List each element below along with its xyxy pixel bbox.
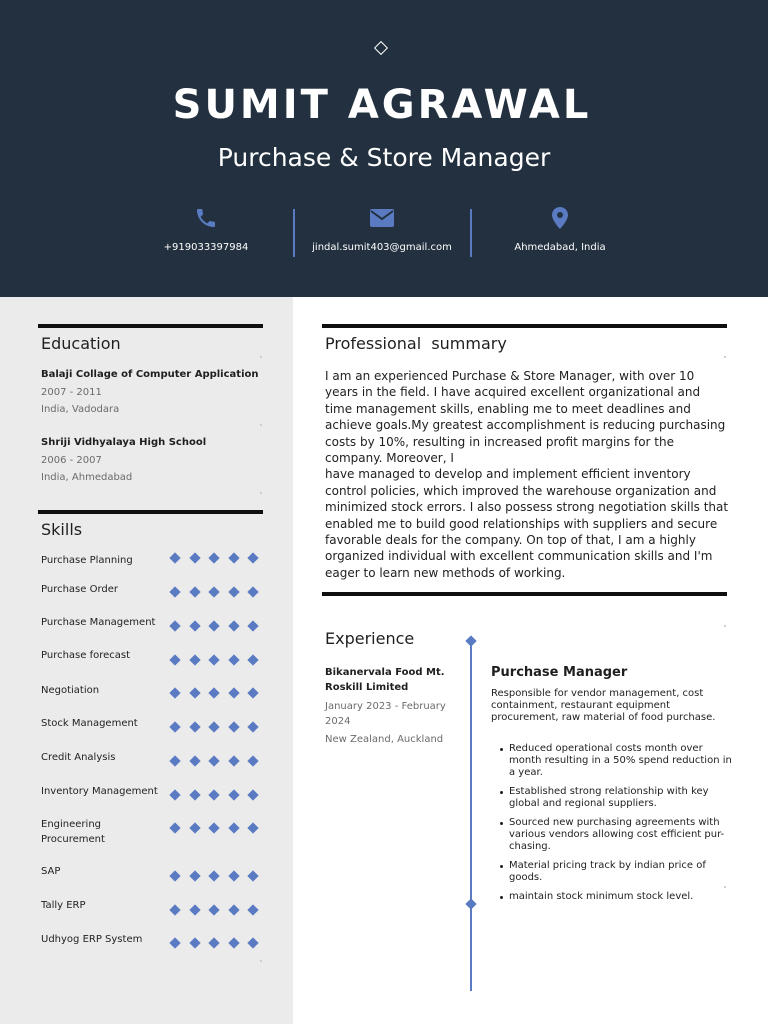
skill-rating-diamond-icon [169, 552, 180, 563]
skill-rating-diamond-icon [169, 755, 180, 766]
skill-rating-diamond-icon [169, 904, 180, 915]
skill-rating-diamond-icon [189, 721, 200, 732]
skill-rating-diamond-icon [208, 789, 219, 800]
skill-rating-diamond-icon [169, 721, 180, 732]
experience-company: Bikanervala Food Mt. Roskill Limited [325, 667, 445, 693]
contact-location[interactable] [472, 206, 648, 253]
skill-rating-diamond-icon [228, 937, 239, 948]
skill-rating-diamond-icon [169, 822, 180, 833]
candidate-name: SUMIT AGRAWAL [172, 82, 592, 128]
skill-rating-diamond-icon [247, 654, 258, 665]
contact-email[interactable] [294, 206, 470, 253]
skill-name: Udhyog ERP System [41, 934, 143, 945]
skill-rating-diamond-icon [247, 687, 258, 698]
skill-name: Inventory Management [41, 786, 158, 797]
education-location: India, Vadodara [41, 404, 120, 415]
skill-name: Engineering [41, 819, 101, 830]
skill-rating-diamond-icon [228, 789, 239, 800]
contact-phone[interactable] [118, 206, 294, 253]
skill-rating-diamond-icon [228, 586, 239, 597]
skill-rating-diamond-icon [228, 755, 239, 766]
skill-rating-diamond-icon [169, 937, 180, 948]
skill-rating-diamond-icon [228, 552, 239, 563]
envelope-icon [369, 206, 395, 230]
skill-rating-diamond-icon [247, 721, 258, 732]
skill-rating-diamond-icon [189, 586, 200, 597]
skill-rating-diamond-icon [208, 937, 219, 948]
experience-heading: Experience [325, 629, 415, 648]
skill-rating-diamond-icon [208, 687, 219, 698]
decor-dot [724, 886, 726, 888]
experience-role: Purchase Manager [491, 665, 628, 680]
skill-rating-diamond-icon [208, 654, 219, 665]
decor-dot [260, 960, 262, 962]
skill-rating-diamond-icon [169, 620, 180, 631]
section-rule [322, 592, 727, 596]
skill-rating-diamond-icon [208, 822, 219, 833]
decor-dot [724, 625, 726, 627]
skill-rating-diamond-icon [169, 870, 180, 881]
skill-rating-diamond-icon [169, 586, 180, 597]
phone-number: +919033397984 [163, 242, 249, 253]
summary-text [325, 368, 730, 581]
skill-name: Stock Management [41, 718, 138, 729]
skill-rating-diamond-icon [228, 904, 239, 915]
skill-rating-diamond-icon [247, 789, 258, 800]
skill-rating-diamond-icon [247, 586, 258, 597]
experience-timeline [470, 640, 472, 991]
skill-rating-diamond-icon [247, 552, 258, 563]
section-rule [322, 324, 727, 328]
skill-rating [169, 654, 264, 666]
skill-rating [169, 937, 264, 949]
email-address: jindal.sumit403@gmail.com [312, 242, 452, 253]
experience-description: Responsible for vendor management, cost containment, restaurant equipment procurement, raw material of food purchase. [491, 688, 716, 723]
experience-bullet: Established strong relationship with key global and regional suppliers. [497, 786, 737, 810]
map-pin-icon [550, 206, 570, 230]
skill-rating-diamond-icon [208, 620, 219, 631]
decor-dot [724, 356, 726, 358]
skill-rating-diamond-icon [189, 552, 200, 563]
timeline-diamond-icon [465, 635, 476, 646]
skill-rating [169, 789, 264, 801]
skill-rating-diamond-icon [189, 654, 200, 665]
summary-paragraph: have managed to develop and implement efficient inventory control policies, which improved the warehouse organization and minimized stock errors. I also possess strong negotiation skills that enabled me to build good relationships with suppliers and secure favorable deals for the company. On top of that, I am a highly organized individual with excellent communication skills and I'm eager to learn new methods of working. [325, 467, 729, 580]
skill-rating-diamond-icon [169, 654, 180, 665]
skill-name: SAP [41, 866, 61, 877]
skill-rating [169, 755, 264, 767]
skill-rating [169, 586, 264, 598]
education-school: Balaji Collage of Computer Application [41, 369, 259, 380]
skill-rating-diamond-icon [189, 687, 200, 698]
education-location: India, Ahmedabad [41, 472, 133, 483]
experience-location: New Zealand, Auckland [325, 734, 444, 745]
decor-dot [260, 356, 262, 358]
skill-rating-diamond-icon [189, 822, 200, 833]
experience-bullet: Sourced new purchasing agreements with various vendors allowing cost efficient pur-chasing. [497, 817, 737, 853]
timeline-diamond-icon [465, 898, 476, 909]
decor-dot [260, 492, 262, 494]
education-years: 2007 - 2011 [41, 387, 102, 398]
experience-bullet: Material pricing track by indian price of goods. [497, 860, 737, 884]
location: Ahmedabad, India [514, 242, 606, 253]
diamond-ornament-icon [374, 41, 388, 55]
skill-rating-diamond-icon [247, 870, 258, 881]
skill-rating-diamond-icon [247, 822, 258, 833]
skill-name: Negotiation [41, 685, 100, 696]
skill-rating-diamond-icon [169, 789, 180, 800]
resume-header [0, 0, 768, 297]
phone-icon [194, 206, 218, 230]
education-years: 2006 - 2007 [41, 455, 102, 466]
experience-bullet: maintain stock minimum stock level. [497, 891, 737, 903]
section-rule [38, 324, 263, 328]
summary-heading: Professional summary [325, 334, 507, 353]
experience-bullets [497, 743, 737, 910]
skill-rating-diamond-icon [228, 620, 239, 631]
skill-rating-diamond-icon [247, 620, 258, 631]
skill-name: Purchase forecast [41, 650, 131, 661]
section-rule [38, 510, 263, 514]
skill-rating [169, 552, 264, 564]
skill-rating-diamond-icon [208, 755, 219, 766]
skill-rating-diamond-icon [228, 654, 239, 665]
skill-rating-diamond-icon [247, 904, 258, 915]
experience-dates: January 2023 - February 2024 [325, 701, 446, 727]
skill-rating-diamond-icon [208, 586, 219, 597]
education-school: Shriji Vidhyalaya High School [41, 437, 207, 448]
skill-rating-diamond-icon [189, 789, 200, 800]
skill-rating-diamond-icon [169, 687, 180, 698]
skill-rating-diamond-icon [208, 870, 219, 881]
experience-bullet: Reduced operational costs month over month resulting in a 50% spend reduction in a year. [497, 743, 737, 779]
skill-rating [169, 904, 264, 916]
summary-paragraph: I am an experienced Purchase & Store Manager, with over 10 years in the field. I have acquired excellent organizational and time management skills, enabling me to meet deadlines and achieve goals.My greatest accomplishment is reducing purchasing costs by 10%, resulting in increased profit margins for the company. Moreover, I [325, 369, 726, 466]
skill-rating-diamond-icon [208, 904, 219, 915]
skill-name: Procurement [41, 834, 105, 845]
skill-rating-diamond-icon [189, 904, 200, 915]
skill-name: Purchase Order [41, 584, 119, 595]
candidate-title: Purchase & Store Manager [217, 143, 551, 172]
skills-heading: Skills [41, 520, 83, 539]
skill-name: Purchase Planning [41, 555, 133, 566]
skill-rating-diamond-icon [228, 687, 239, 698]
skill-rating-diamond-icon [189, 620, 200, 631]
skill-rating [169, 687, 264, 699]
skill-rating-diamond-icon [189, 755, 200, 766]
skill-rating-diamond-icon [208, 552, 219, 563]
skill-rating-diamond-icon [208, 721, 219, 732]
decor-dot [260, 424, 262, 426]
skill-rating-diamond-icon [189, 937, 200, 948]
skill-rating-diamond-icon [228, 721, 239, 732]
skill-rating-diamond-icon [228, 822, 239, 833]
skill-rating-diamond-icon [189, 870, 200, 881]
education-heading: Education [41, 334, 121, 353]
skill-rating [169, 620, 264, 632]
skill-rating [169, 721, 264, 733]
skill-rating-diamond-icon [228, 870, 239, 881]
skill-rating-diamond-icon [247, 755, 258, 766]
skill-rating [169, 870, 264, 882]
skill-name: Purchase Management [41, 617, 156, 628]
skill-rating [169, 822, 264, 834]
skill-name: Credit Analysis [41, 752, 116, 763]
skill-rating-diamond-icon [247, 937, 258, 948]
skill-name: Tally ERP [41, 900, 86, 911]
